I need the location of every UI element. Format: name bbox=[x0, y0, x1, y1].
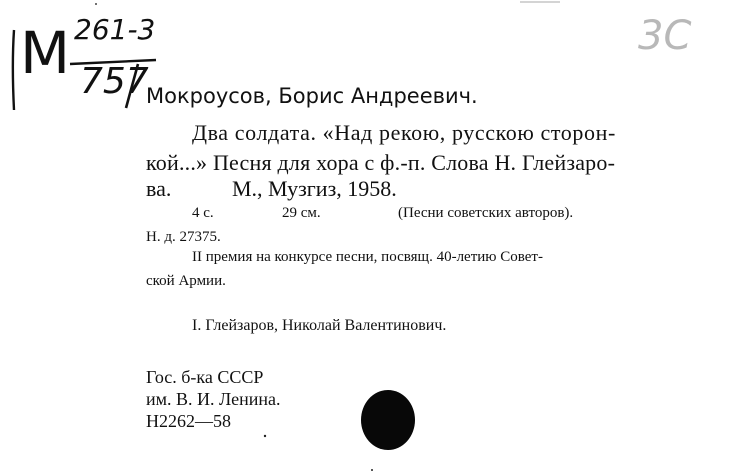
speck bbox=[95, 3, 97, 5]
shelfmark-number-top: 261-3 bbox=[74, 13, 156, 46]
library-line-2: им. В. И. Ленина. bbox=[146, 389, 281, 409]
imprint: М., Музгиз, 1958. bbox=[232, 176, 397, 201]
note-line-2: ской Армии. bbox=[146, 273, 226, 289]
card-number: Н2262—58 bbox=[146, 411, 231, 431]
shelfmark-number-bottom: 757 bbox=[80, 61, 149, 102]
library-line-1: Гос. б-ка СССР bbox=[146, 367, 264, 387]
note-line-1: II премия на конкурсе песни, посвящ. 40-летию Совет- bbox=[192, 249, 543, 265]
hole-punch bbox=[361, 390, 415, 450]
pages: 4 с. bbox=[192, 205, 214, 221]
description-line-2: кой...» Песня для хора с ф.-п. Слова Н. Глейзаро- bbox=[146, 150, 616, 175]
speck bbox=[264, 435, 266, 437]
size: 29 см. bbox=[282, 205, 321, 221]
author-heading: Мокроусов, Борис Андреевич. bbox=[146, 84, 478, 108]
description-line-3a: ва. bbox=[146, 176, 172, 201]
plate-number: Н. д. 27375. bbox=[146, 229, 221, 245]
added-entry: I. Глейзаров, Николай Валентинович. bbox=[192, 317, 447, 334]
description-line-1: Два солдата. «Над рекою, русскою сторон- bbox=[192, 120, 616, 145]
speck bbox=[371, 469, 373, 471]
shelfmark-bracket bbox=[13, 30, 14, 110]
shelfmark-letter: M bbox=[20, 19, 69, 87]
corner-pencil-mark: 3С bbox=[638, 13, 692, 59]
series: (Песни советских авторов). bbox=[398, 205, 574, 221]
